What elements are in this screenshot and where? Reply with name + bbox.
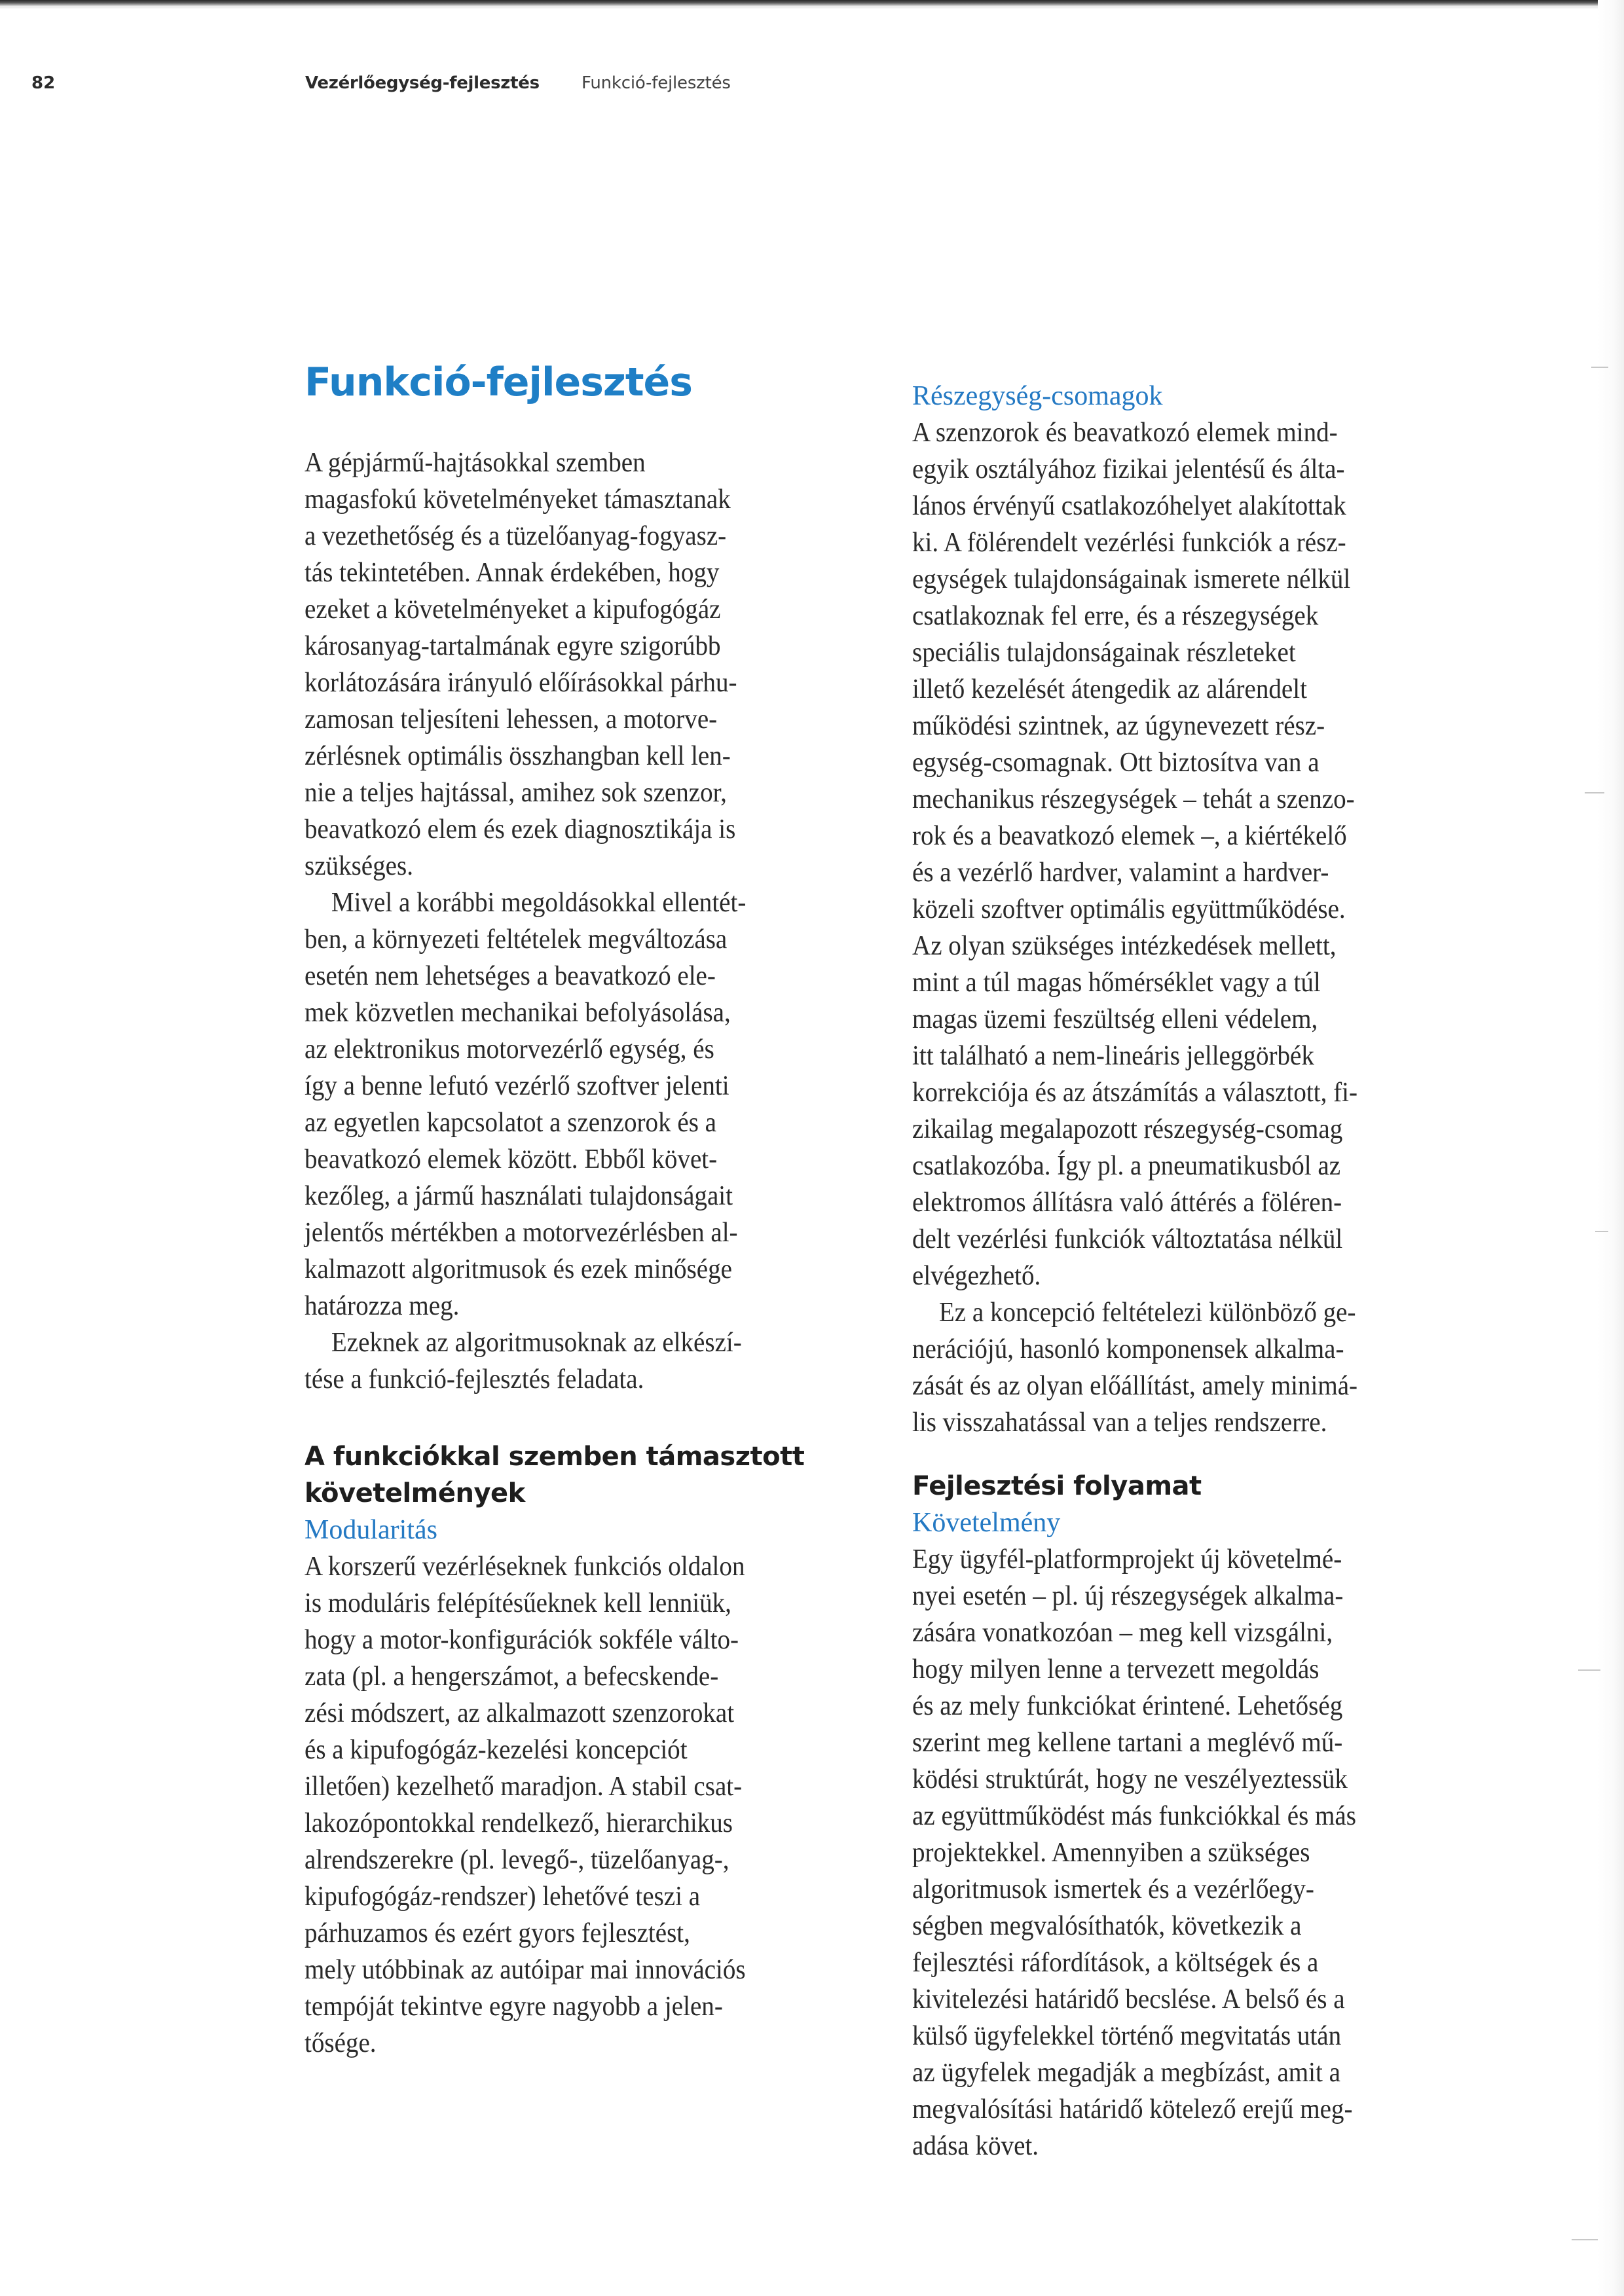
body-text-line: hogy milyen lenne a tervezett megoldás [912,1654,1320,1685]
binding-mark [1578,1669,1600,1671]
body-text-line: jelentős mértékben a motorvezérlésben al- [304,1218,738,1248]
body-text-line: magasfokú követelményeket támasztanak [304,484,731,515]
subsection-heading: Követelmény [912,1508,1061,1538]
body-text-line: lis visszahatással van a teljes rendszerre. [912,1408,1327,1438]
binding-mark [1595,1231,1608,1232]
body-text-line: nie a teljes hajtással, amihez sok szenzor, [304,778,727,808]
body-text-line: delt vezérlési funkciók változtatása nélkül [912,1224,1343,1254]
body-text-line: elvégezhető. [912,1261,1041,1291]
scan-edge-shadow [0,7,1624,9]
body-text-line: kalmazott algoritmusok és ezek minősége [304,1254,732,1285]
body-text-line: mek közvetlen mechanikai befolyásolása, [304,998,731,1028]
body-text-line: beavatkozó elemek között. Ebből követ- [304,1144,718,1175]
body-text-line: itt található a nem-lineáris jelleggörbék [912,1041,1314,1071]
body-text-line: tás tekintetében. Annak érdekében, hogy [304,558,720,588]
body-text-line: az együttműködést más funkciókkal és más [912,1801,1356,1831]
binding-mark [1572,2239,1598,2240]
section-heading: A funkciókkal szemben támasztott [304,1442,805,1472]
subsection-heading: Részegység-csomagok [912,381,1163,411]
body-text-line: és a vezérlő hardver, valamint a hardver- [912,858,1329,888]
body-text-line: kipufogógáz-rendszer) lehetővé teszi a [304,1882,701,1912]
body-text-line: projektekkel. Amennyiben a szükséges [912,1838,1310,1868]
body-text-line: működési szintnek, az úgynevezett rész- [912,711,1325,741]
body-text-line: nyei esetén – pl. új részegységek alkalma- [912,1581,1344,1611]
body-text-line: adása követ. [912,2131,1039,2161]
body-text-line: egyik osztályához fizikai jelentésű és álta- [912,454,1345,484]
body-text-line: egységek tulajdonságainak ismerete nélkül [912,564,1351,594]
body-text-line: zására vonatkozóan – meg kell vizsgálni, [912,1618,1333,1648]
body-text-line: megvalósítási határidő kötelező erejű meg- [912,2094,1353,2124]
body-text-line: nerációjú, hasonló komponensek alkalma- [912,1334,1344,1364]
body-text-line: magas üzemi feszültség elleni védelem, [912,1004,1318,1034]
body-text-line: lakozópontokkal rendelkező, hierarchikus [304,1808,733,1838]
body-text-line: párhuzamos és ezért gyors fejlesztést, [304,1918,690,1948]
body-text-line: tempóját tekintve egyre nagyobb a jelen- [304,1992,723,2022]
body-text-line: Egy ügyfél-platformprojekt új követelmé- [912,1544,1342,1575]
section-heading: követelmények [304,1478,525,1508]
body-text-line: is moduláris felépítésűeknek kell lenniük, [304,1588,731,1618]
body-text-line: rok és a beavatkozó elemek –, a kiértékelő [912,821,1347,851]
body-text-line: illetően) kezelhető maradjon. A stabil csat- [304,1772,743,1802]
binding-mark [1585,792,1604,793]
body-text-line: szükséges. [304,851,413,881]
body-text-line: A korszerű vezérléseknek funkciós oldalon [304,1552,745,1582]
body-text-line: a vezethetőség és a tüzelőanyag-fogyasz- [304,521,727,551]
body-text-line: A szenzorok és beavatkozó elemek mind- [912,418,1338,448]
body-text-line: zata (pl. a hengerszámot, a befecskende- [304,1662,719,1692]
body-text-line: az ügyfelek megadják a megbízást, amit a [912,2058,1340,2088]
running-head [0,73,1624,100]
body-text-line: zamosan teljesíteni lehessen, a motorve- [304,704,718,735]
body-text-line: Ezeknek az algoritmusoknak az elkészí- [331,1328,742,1358]
running-section-title: Funkció-fejlesztés [581,73,731,93]
body-text-line: zását és az olyan előállítást, amely minimá- [912,1371,1358,1401]
body-text-line: csatlakoznak fel erre, és a részegységek [912,601,1319,631]
body-text-line: ben, a környezeti feltételek megváltozása [304,924,728,955]
body-text-line: speciális tulajdonságainak részleteket [912,638,1296,668]
body-text-line: külső ügyfelekkel történő megvitatás után [912,2021,1342,2051]
body-text-line: és az mely funkciókat érintené. Lehetőség [912,1691,1343,1721]
chapter-title: Vezérlőegység-fejlesztés [305,73,540,93]
body-text-line: beavatkozó elem és ezek diagnosztikája is [304,814,736,845]
body-text-line: közeli szoftver optimális együttműködése. [912,894,1346,924]
body-text-line: A gépjármű-hajtásokkal szemben [304,448,646,478]
body-text-line: károsanyag-tartalmának egyre szigorúbb [304,631,721,661]
body-text-line: illető kezelését átengedik az alárendelt [912,674,1307,704]
body-text-line: fejlesztési ráfordítások, a költségek és a [912,1948,1319,1978]
body-text-line: lános érvényű csatlakozóhelyet alakítottak [912,491,1346,521]
body-text-line: Mivel a korábbi megoldásokkal ellentét- [331,888,747,918]
body-text-line: így a benne lefutó vezérlő szoftver jelenti [304,1071,729,1101]
body-text-line: határozza meg. [304,1291,460,1321]
body-text-line: és a kipufogógáz-kezelési koncepciót [304,1735,688,1765]
page-title: Funkció-fejlesztés [304,359,692,405]
body-text-line: kivitelezési határidő becslése. A belső és a [912,1984,1345,2014]
body-text-line: csatlakozóba. Így pl. a pneumatikusból az [912,1151,1341,1181]
body-text-line: mely utóbbinak az autóipar mai innovációs [304,1955,746,1985]
body-text-line: zikailag megalapozott részegység-csomag [912,1114,1343,1144]
body-text-line: szerint meg kellene tartani a meglévő mű- [912,1728,1343,1758]
scan-edge-right [1598,0,1624,2296]
body-text-line: az egyetlen kapcsolatot a szenzorok és a [304,1108,717,1138]
page-number: 82 [31,73,56,93]
body-text-line: egység-csomagnak. Ott biztosítva van a [912,748,1320,778]
body-text-line: tése a funkció-fejlesztés feladata. [304,1364,644,1394]
body-text-line: mint a túl magas hőmérséklet vagy a túl [912,968,1321,998]
body-text-line: Az olyan szükséges intézkedések mellett, [912,931,1337,961]
body-text-line: esetén nem lehetséges a beavatkozó ele- [304,961,716,991]
section-heading: Fejlesztési folyamat [912,1471,1202,1501]
body-text-line: alrendszerekre (pl. levegő-, tüzelőanyag-, [304,1845,729,1875]
body-text-line: korlátozására irányuló előírásokkal párhu- [304,668,737,698]
body-text-line: ki. A fölérendelt vezérlési funkciók a rész- [912,528,1346,558]
body-text-line: tősége. [304,2028,377,2058]
body-text-line: az elektronikus motorvezérlő egység, és [304,1034,714,1065]
body-text-line: hogy a motor-konfigurációk sokféle válto- [304,1625,739,1655]
body-text-line: ködési struktúrát, hogy ne veszélyeztessük [912,1764,1348,1795]
body-text-line: mechanikus részegységek – tehát a szenzo- [912,784,1355,814]
body-text-line: ségben megvalósíthatók, következik a [912,1911,1302,1941]
body-text-line: zérlésnek optimális összhangban kell len- [304,741,731,771]
subsection-heading: Modularitás [304,1515,437,1545]
body-text-line: elektromos állításra való áttérés a föléren- [912,1188,1342,1218]
body-text-line: zési módszert, az alkalmazott szenzorokat [304,1698,735,1728]
body-text-line: Ez a koncepció feltételezi különböző ge- [938,1298,1356,1328]
scan-edge-top [0,0,1624,7]
body-text-line: kezőleg, a jármű használati tulajdonságait [304,1181,733,1211]
body-text-line: korrekciója és az átszámítás a választott, fi- [912,1078,1357,1108]
body-text-line: ezeket a követelményeket a kipufogógáz [304,594,721,625]
body-text-line: algoritmusok ismertek és a vezérlőegy- [912,1874,1314,1904]
binding-mark [1591,367,1608,368]
